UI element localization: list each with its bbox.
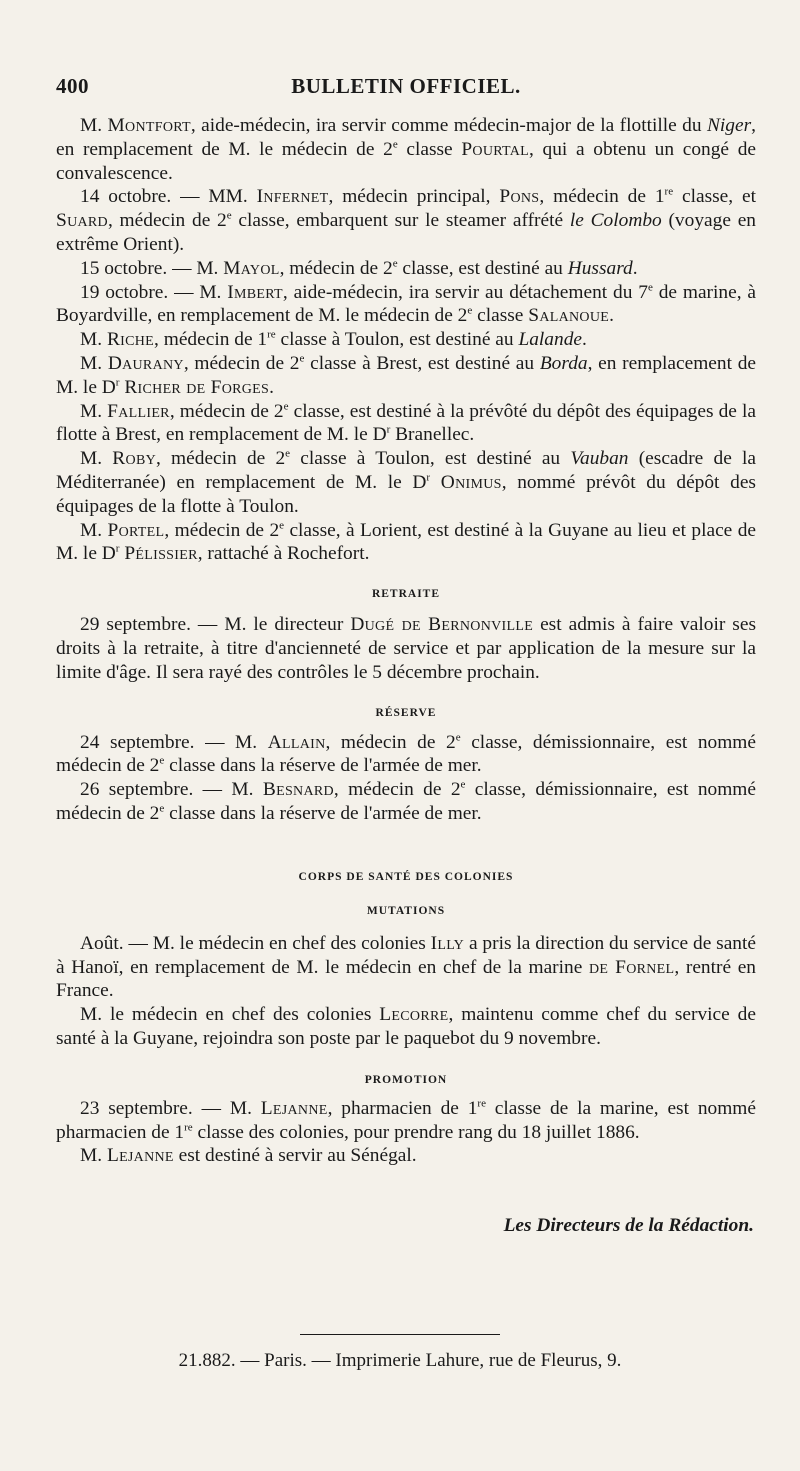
ship-name: Lalande (518, 329, 582, 351)
paragraph-riche: M. Riche, médecin de 1re classe à Toulon, est destiné au Lalande. (80, 328, 587, 351)
signature: Les Directeurs de la Rédaction. (503, 1215, 754, 1237)
paragraph-lejanne-senegal: M. Lejanne est destiné à servir au Sénégal. (80, 1145, 417, 1167)
person-name: Lecorre (379, 1004, 449, 1026)
person-name: Roby (112, 448, 156, 470)
person-name: Pons (499, 186, 540, 208)
person-name: Salanoue (528, 305, 610, 327)
paragraph-lecorre: M. le médecin en chef des colonies Lecorre, maintenu comme chef du service de santé à la Guyane, rejoindra son poste par le paquebot du 9 novembre. (56, 1004, 756, 1049)
page-number: 400 (56, 74, 89, 98)
paragraph-daurany: M. Daurany, médecin de 2e classe à Brest, est destiné au Borda, en remplacement de M. le $D^r$ Richer de Forges. (56, 352, 757, 398)
person-name: Dugé de Bernonville (350, 614, 534, 636)
person-name: Pélissier (124, 543, 198, 565)
section-heading-promotion: PROMOTION (364, 1073, 448, 1086)
ship-name: le Colombo (569, 210, 662, 232)
person-name: Illy (430, 932, 465, 954)
ship-name: Niger (706, 115, 752, 136)
ship-name: Hussard (567, 257, 633, 279)
footer-rule (300, 1334, 500, 1335)
person-name: Daurany (107, 352, 184, 374)
paragraph-portel: M. Portel, médecin de 2e classe, à Lorient, est destiné à la Guyane au lieu et place de M. le $D^r$ Pélissier, rattaché à Rochefort. (56, 519, 757, 565)
person-name: Besnard (262, 779, 334, 801)
person-name: de Fornel (588, 956, 675, 978)
paragraph-14-octobre: 14 octobre. — MM. Infernet, médecin principal, Pons, médecin de 1re classe, et Suard, médecin de 2e classe, embarquent sur le steamer affrété le Colombo (voyage en extrême Orient). (56, 185, 756, 255)
section-subheading-mutations: MUTATIONS (366, 904, 446, 917)
person-name: Lejanne (106, 1145, 174, 1167)
paragraph-illy: Août. — M. le médecin en chef des colonies Illy a pris la direction du service de santé à Hanoï, en remplacement de M. le médecin en chef de la marine de Fornel, rentré en France. (56, 932, 757, 1002)
person-name: Lejanne (260, 1097, 328, 1119)
paragraph-15-octobre: 15 octobre. — M. Mayol, médecin de 2e classe, est destiné au Hussard. (80, 257, 638, 279)
ship-name: Borda (539, 352, 588, 374)
paragraph-fallier: M. Fallier, médecin de 2e classe, est destiné à la prévôté du dépôt des équipages de la flotte à Brest, en remplacement de M. le $D^r$ Branellec. (56, 400, 756, 446)
person-name: Richer de Forges (124, 376, 270, 398)
person-name: Portel (107, 519, 165, 541)
person-name: Montfort (107, 115, 191, 136)
section-heading-retraite: RETRAITE (371, 588, 441, 601)
person-name: Mayol (223, 257, 280, 279)
ship-name: Vauban (570, 448, 629, 470)
running-title: BULLETIN OFFICIEL. (291, 74, 521, 98)
paragraph-besnard: 26 septembre. — M. Besnard, médecin de 2e classe, démissionnaire, est nommé médecin de 2e classe dans la réserve de l'armée de mer. (56, 778, 756, 824)
paragraph-montfort: M. Montfort, aide-médecin, ira servir comme médecin-major de la flottille du Niger, en remplacement de M. le médecin de 2e classe Pourtal, qui a obtenu un congé de convalescence. (56, 115, 757, 184)
section-heading-colonies: CORPS DE SANTÉ DES COLONIES (298, 870, 514, 883)
paragraph-19-octobre: 19 octobre. — M. Imbert, aide-médecin, ira servir au détachement du 7e de marine, à Boyardville, en remplacement de M. le médecin de 2e classe Salanoue. (56, 281, 756, 327)
person-name: Suard (56, 210, 108, 232)
person-name: Riche (106, 329, 155, 351)
paragraph-roby: M. Roby, médecin de 2e classe à Toulon, est destiné au Vauban (escadre de la Méditerranée) en remplacement de M. le $D^r$ Onimus, nommé prévôt du dépôt des équipages de la flotte à Toulon. (56, 447, 756, 517)
section-heading-reserve: RÉSERVE (375, 706, 437, 719)
person-name: Fallier (107, 400, 170, 422)
paragraph-retraite: 29 septembre. — M. le directeur Dugé de Bernonville est admis à faire valoir ses droits à la retraite, à titre d'ancienneté de service et par application de la mesure sur la limite d'âge. Il sera rayé des contrôles le 5 décembre prochain. (56, 614, 756, 683)
paragraph-allain: 24 septembre. — M. Allain, médecin de 2e classe, démissionnaire, est nommé médecin de 2e classe dans la réserve de l'armée de mer. (56, 731, 756, 777)
person-name: Infernet (256, 186, 329, 208)
page-body (56, 114, 756, 1237)
person-name: Allain (267, 731, 326, 753)
person-name: Pourtal (461, 138, 530, 160)
paragraph-lejanne: 23 septembre. — M. Lejanne, pharmacien de 1re classe de la marine, est nommé pharmacien de 1re classe des colonies, pour prendre rang du 18 juillet 1886. (56, 1097, 756, 1143)
page-header (56, 74, 756, 104)
person-name: Imbert (227, 281, 283, 303)
printer-imprint: 21.882. — Paris. — Imprimerie Lahure, rue de Fleurus, 9. (178, 1350, 622, 1371)
person-name: Onimus (440, 471, 502, 493)
